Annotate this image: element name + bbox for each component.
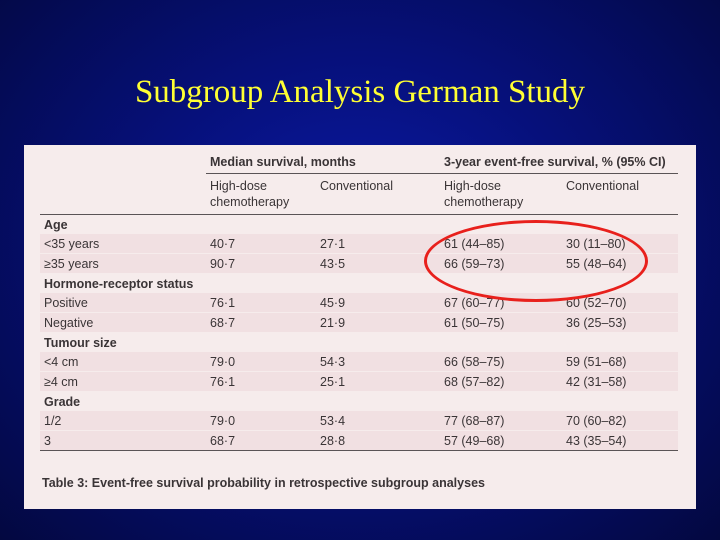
cell-ms-hd: 68·7 — [206, 313, 316, 333]
cell-efs-conv: 55 (48–64) — [562, 254, 678, 274]
cell-ms-conv: 43·5 — [316, 254, 440, 274]
cell-ms-conv: 45·9 — [316, 293, 440, 313]
cell-efs-hd: 77 (68–87) — [440, 411, 562, 431]
cell-ms-conv: 54·3 — [316, 352, 440, 372]
event-free-survival-header: 3-year event-free survival, % (95% CI) — [440, 151, 678, 174]
highlight-ellipse — [424, 220, 648, 302]
cell-efs-conv: 70 (60–82) — [562, 411, 678, 431]
cell-ms-hd: 68·7 — [206, 431, 316, 451]
cell-efs-hd: 61 (50–75) — [440, 313, 562, 333]
section-heading: Hormone-receptor status — [40, 274, 678, 294]
cell-label: Negative — [40, 313, 206, 333]
section-heading: Tumour size — [40, 333, 678, 353]
cell-efs-hd: 68 (57–82) — [440, 372, 562, 392]
cell-efs-hd: 61 (44–85) — [440, 234, 562, 254]
cell-ms-hd: 76·1 — [206, 372, 316, 392]
table-row — [40, 352, 678, 372]
cell-efs-conv: 59 (51–68) — [562, 352, 678, 372]
table-row — [40, 431, 678, 451]
cell-label: ≥4 cm — [40, 372, 206, 392]
cell-label: <35 years — [40, 234, 206, 254]
cell-label: 3 — [40, 431, 206, 451]
cell-label: <4 cm — [40, 352, 206, 372]
table-panel — [24, 145, 696, 509]
cell-efs-hd: 66 (59–73) — [440, 254, 562, 274]
cell-efs-hd: 67 (60–77) — [440, 293, 562, 313]
cell-efs-hd: 57 (49–68) — [440, 431, 562, 451]
table-row — [40, 372, 678, 392]
conventional-header-2: Conventional — [562, 174, 678, 215]
cell-ms-hd: 76·1 — [206, 293, 316, 313]
table-caption: Table 3: Event-free survival probability in retrospective subgroup analyses — [42, 476, 485, 490]
cell-ms-conv: 21·9 — [316, 313, 440, 333]
cell-ms-conv: 53·4 — [316, 411, 440, 431]
section-heading: Grade — [40, 392, 678, 412]
hd-chemo-header: High-dose chemotherapy — [206, 174, 316, 215]
table-row — [40, 411, 678, 431]
cell-ms-conv: 28·8 — [316, 431, 440, 451]
cell-efs-conv: 42 (31–58) — [562, 372, 678, 392]
slide-title: Subgroup Analysis German Study — [134, 74, 586, 110]
cell-efs-hd: 66 (58–75) — [440, 352, 562, 372]
cell-ms-conv: 27·1 — [316, 234, 440, 254]
cell-efs-conv: 36 (25–53) — [562, 313, 678, 333]
section-heading: Age — [40, 215, 678, 235]
cell-label: 1/2 — [40, 411, 206, 431]
conventional-header: Conventional — [316, 174, 440, 215]
cell-efs-conv: 30 (11–80) — [562, 234, 678, 254]
table-row — [40, 313, 678, 333]
cell-efs-conv: 43 (35–54) — [562, 431, 678, 451]
cell-ms-hd: 90·7 — [206, 254, 316, 274]
cell-label: ≥35 years — [40, 254, 206, 274]
cell-ms-hd: 79·0 — [206, 352, 316, 372]
cell-ms-conv: 25·1 — [316, 372, 440, 392]
subgroup-table — [40, 151, 678, 451]
cell-label: Positive — [40, 293, 206, 313]
median-survival-header: Median survival, months — [206, 151, 440, 174]
cell-efs-conv: 60 (52–70) — [562, 293, 678, 313]
hd-chemo-header-2: High-dose chemotherapy — [440, 174, 562, 215]
cell-ms-hd: 79·0 — [206, 411, 316, 431]
cell-ms-hd: 40·7 — [206, 234, 316, 254]
